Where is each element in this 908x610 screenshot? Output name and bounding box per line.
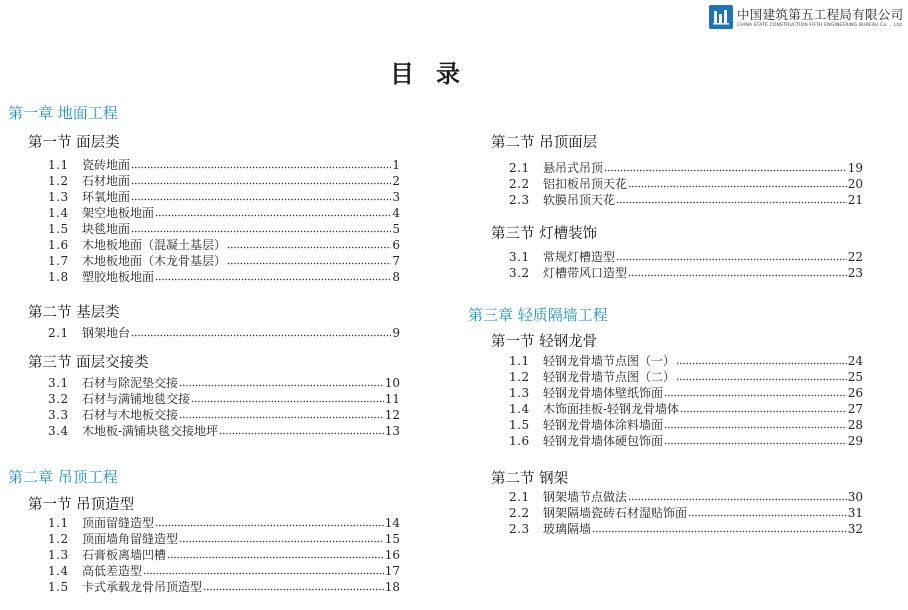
toc-entry[interactable]: [509, 177, 863, 192]
dot-leader: [664, 420, 847, 429]
entry-number: 2.1: [48, 326, 69, 340]
entry-number: 1.1: [48, 516, 69, 530]
entry-number: 1.6: [48, 238, 69, 252]
entry-label: 铝扣板吊顶天花: [543, 177, 628, 191]
dot-leader: [131, 224, 391, 233]
entry-label: 石材与满铺地毯交接: [82, 392, 191, 406]
entry-number: 1.6: [509, 434, 530, 448]
section-heading: 第一节 轻钢龙骨: [491, 334, 598, 350]
dot-leader: [628, 268, 847, 277]
entry-label: 石材地面: [82, 174, 131, 188]
entry-page: 19: [847, 161, 863, 175]
company-name-cn: 中国建筑第五工程局有限公司: [737, 7, 904, 22]
entry-number: 3.2: [509, 266, 530, 280]
toc-entry[interactable]: [509, 386, 863, 401]
entry-page: 11: [384, 392, 400, 406]
chapter-heading: 第三章 轻质隔墙工程: [468, 306, 608, 324]
entry-page: 12: [384, 408, 400, 422]
toc-entry[interactable]: [48, 158, 400, 173]
entry-label: 木地板地面（混凝土基层）: [82, 238, 227, 252]
entry-label: 钢架隔墙瓷砖石材湿贴饰面: [543, 506, 688, 520]
toc-entry[interactable]: [48, 564, 400, 579]
toc-entry[interactable]: [48, 408, 400, 423]
entry-page: 4: [392, 206, 400, 220]
entry-label: 悬吊式吊顶: [543, 161, 604, 175]
entry-label: 块毯地面: [82, 222, 131, 236]
entry-page: 1: [392, 158, 400, 172]
toc-entry[interactable]: [48, 326, 400, 341]
entry-label: 软膜吊顶天花: [543, 193, 616, 207]
entry-label: 轻钢龙骨墙节点图（一）: [543, 354, 676, 368]
dot-leader: [680, 404, 847, 413]
toc-entry[interactable]: [509, 522, 863, 537]
entry-label: 石膏板离墙凹槽: [82, 548, 167, 562]
entry-page: 15: [384, 532, 400, 546]
toc-entry[interactable]: [48, 580, 400, 595]
toc-entry[interactable]: [48, 190, 400, 205]
entry-number: 2.1: [509, 161, 530, 175]
entry-label: 轻钢龙骨墙体壁纸饰面: [543, 386, 664, 400]
entry-number: 1.3: [48, 190, 69, 204]
entry-number: 3.3: [48, 408, 69, 422]
dot-leader: [179, 378, 384, 387]
page-title: 目录: [390, 60, 482, 88]
entry-label: 瓷砖地面: [82, 158, 131, 172]
entry-page: 28: [847, 418, 863, 432]
entry-label: 玻璃隔墙: [543, 522, 592, 536]
section-heading: 第三节 面层交接类: [28, 355, 149, 371]
entry-number: 1.4: [48, 206, 69, 220]
dot-leader: [179, 410, 384, 419]
entry-number: 1.2: [48, 174, 69, 188]
entry-number: 2.3: [509, 522, 530, 536]
entry-number: 2.3: [509, 193, 530, 207]
dot-leader: [155, 208, 391, 217]
entry-page: 7: [392, 254, 400, 268]
dot-leader: [604, 163, 847, 172]
entry-label: 常规灯槽造型: [543, 250, 616, 264]
entry-page: 21: [847, 193, 863, 207]
entry-page: 2: [392, 174, 400, 188]
entry-page: 29: [847, 434, 863, 448]
entry-number: 1.1: [509, 354, 530, 368]
toc-entry[interactable]: [509, 370, 863, 385]
toc-entry[interactable]: [48, 174, 400, 189]
entry-label: 架空地板地面: [82, 206, 155, 220]
section-heading: 第一节 吊顶造型: [28, 497, 135, 513]
dot-leader: [688, 508, 847, 517]
toc-entry[interactable]: [48, 424, 400, 439]
dot-leader: [155, 518, 384, 527]
section-heading: 第二节 基层类: [28, 305, 120, 321]
entry-page: 23: [847, 266, 863, 280]
dot-leader: [155, 272, 391, 281]
entry-label: 高低差造型: [82, 564, 143, 578]
company-name-en: CHINA STATE CONSTRUCTION FIFTH ENGINEERING BUREAU Co. ，Ltd.: [737, 23, 904, 28]
entry-page: 3: [392, 190, 400, 204]
dot-leader: [179, 534, 384, 543]
entry-page: 14: [384, 516, 400, 530]
dot-leader: [203, 582, 384, 591]
toc-entry[interactable]: [48, 392, 400, 407]
dot-leader: [131, 160, 391, 169]
entry-page: 26: [847, 386, 863, 400]
toc-entry[interactable]: [509, 266, 863, 281]
entry-number: 2.2: [509, 177, 530, 191]
entry-label: 灯槽带风口造型: [543, 266, 628, 280]
entry-number: 1.2: [509, 370, 530, 384]
dot-leader: [616, 195, 847, 204]
dot-leader: [131, 176, 391, 185]
dot-leader: [628, 492, 847, 501]
entry-page: 17: [384, 564, 400, 578]
entry-label: 轻钢龙骨墙节点图（二）: [543, 370, 676, 384]
toc-entry[interactable]: [509, 250, 863, 265]
dot-leader: [676, 372, 847, 381]
entry-page: 10: [384, 376, 400, 390]
toc-entry[interactable]: [509, 506, 863, 521]
toc-entry[interactable]: [48, 516, 400, 531]
entry-label: 木地板地面（木龙骨基层）: [82, 254, 227, 268]
entry-number: 1.5: [48, 580, 69, 594]
toc-entry[interactable]: [509, 418, 863, 433]
entry-number: 1.4: [48, 564, 69, 578]
toc-entry[interactable]: [509, 161, 863, 176]
toc-entry[interactable]: [48, 376, 400, 391]
entry-number: 1.4: [509, 402, 530, 416]
entry-page: 31: [847, 506, 863, 520]
dot-leader: [131, 192, 391, 201]
entry-label: 木地板-满铺块毯交接地坪: [82, 424, 219, 438]
toc-entry[interactable]: [48, 206, 400, 221]
dot-leader: [628, 179, 847, 188]
dot-leader: [191, 394, 384, 403]
dot-leader: [131, 328, 391, 337]
chapter-heading: 第一章 地面工程: [8, 104, 118, 122]
entry-label: 钢架地台: [82, 326, 131, 340]
toc-entry[interactable]: [509, 193, 863, 208]
toc-entry[interactable]: [509, 354, 863, 369]
entry-number: 1.3: [509, 386, 530, 400]
section-heading: 第一节 面层类: [28, 135, 120, 151]
toc-entry[interactable]: [48, 254, 400, 269]
entry-label: 木饰面挂板-轻钢龙骨墙体: [543, 402, 680, 416]
dot-leader: [676, 356, 847, 365]
toc-entry[interactable]: [48, 222, 400, 237]
entry-page: 16: [384, 548, 400, 562]
entry-page: 24: [847, 354, 863, 368]
toc-entry[interactable]: [509, 402, 863, 417]
dot-leader: [592, 524, 847, 533]
entry-page: 9: [392, 326, 400, 340]
entry-label: 环氧地面: [82, 190, 131, 204]
entry-page: 32: [847, 522, 863, 536]
building-logo-icon: [712, 8, 730, 26]
entry-page: 27: [847, 402, 863, 416]
entry-number: 3.1: [48, 376, 69, 390]
dot-leader: [143, 566, 384, 575]
entry-page: 8: [392, 270, 400, 284]
entry-page: 30: [847, 490, 863, 504]
entry-number: 2.1: [509, 490, 530, 504]
entry-page: 22: [847, 250, 863, 264]
toc-entry[interactable]: [509, 434, 863, 449]
dot-leader: [167, 550, 384, 559]
entry-page: 13: [384, 424, 400, 438]
toc-entry[interactable]: [48, 238, 400, 253]
section-heading: 第二节 钢架: [491, 471, 569, 487]
dot-leader: [664, 436, 847, 445]
entry-page: 18: [384, 580, 400, 594]
dot-leader: [664, 388, 847, 397]
entry-label: 塑胶地板地面: [82, 270, 155, 284]
toc-entry[interactable]: [509, 490, 863, 505]
dot-leader: [616, 252, 847, 261]
entry-number: 2.2: [509, 506, 530, 520]
toc-entry[interactable]: [48, 548, 400, 563]
entry-page: 20: [847, 177, 863, 191]
entry-number: 1.1: [48, 158, 69, 172]
entry-label: 轻钢龙骨墙体涂料墙面: [543, 418, 664, 432]
section-heading: 第三节 灯槽装饰: [491, 226, 598, 242]
entry-number: 1.5: [48, 222, 69, 236]
entry-number: 1.3: [48, 548, 69, 562]
dot-leader: [227, 240, 391, 249]
entry-number: 1.8: [48, 270, 69, 284]
chapter-heading: 第二章 吊顶工程: [8, 468, 118, 486]
entry-number: 1.2: [48, 532, 69, 546]
entry-number: 1.5: [509, 418, 530, 432]
entry-page: 5: [392, 222, 400, 236]
entry-number: 1.7: [48, 254, 69, 268]
entry-number: 3.2: [48, 392, 69, 406]
entry-number: 3.4: [48, 424, 69, 438]
dot-leader: [227, 256, 391, 265]
entry-label: 轻钢龙骨墙体硬包饰面: [543, 434, 664, 448]
company-logo-icon: [709, 5, 733, 29]
entry-label: 顶面留缝造型: [82, 516, 155, 530]
entry-label: 钢架墙节点做法: [543, 490, 628, 504]
entry-label: 石材与除泥垫交接: [82, 376, 179, 390]
toc-entry[interactable]: [48, 270, 400, 285]
entry-label: 卡式承载龙骨吊顶造型: [82, 580, 203, 594]
entry-label: 顶面墙角留缝造型: [82, 532, 179, 546]
entry-page: 25: [847, 370, 863, 384]
entry-number: 3.1: [509, 250, 530, 264]
entry-page: 6: [392, 238, 400, 252]
toc-entry[interactable]: [48, 532, 400, 547]
entry-label: 石材与木地板交接: [82, 408, 179, 422]
section-heading: 第二节 吊顶面层: [491, 135, 598, 151]
dot-leader: [219, 426, 384, 435]
